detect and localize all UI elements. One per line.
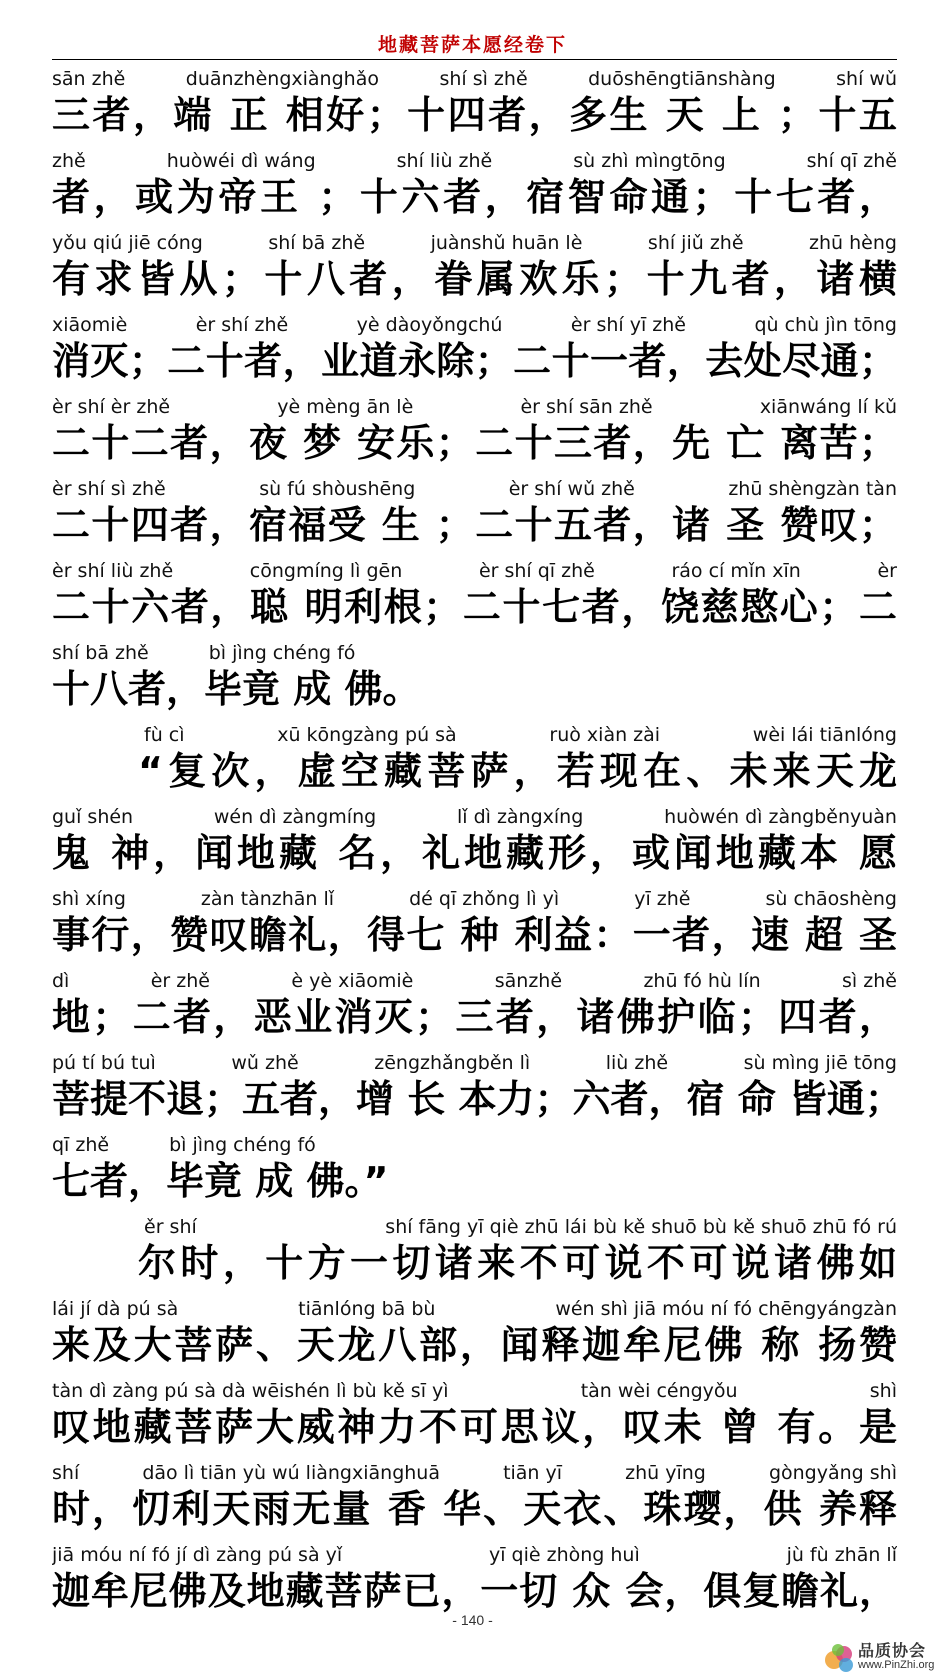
hanzi-row: 二十二者，夜 梦 安乐；二十三者，先 亡 离苦； (52, 421, 897, 465)
text-line (52, 474, 897, 556)
pinyin-segment: shí jiǔ zhě (647, 232, 744, 254)
pinyin-segment: sì zhě (842, 970, 897, 992)
watermark-url: www.PinZhi.org (858, 1659, 935, 1671)
text-line (52, 1458, 897, 1540)
pinyin-segment: shí fāng yī qiè zhū lái bù kě shuō bù kě shuō zhū fó rú (385, 1216, 897, 1238)
pinyin-segment: zhě (52, 150, 86, 172)
pinyin-segment: pú tí bú tuì (52, 1052, 156, 1074)
pinyin-segment: shì xíng (52, 888, 126, 910)
pinyin-segment: èr shí qī zhě (478, 560, 595, 582)
pinyin-segment: duānzhèngxiànghǎo (185, 68, 379, 90)
pinyin-segment: dì (52, 970, 70, 992)
text-line (52, 392, 897, 474)
page-number: - 140 - (452, 1612, 493, 1628)
pinyin-segment: gòngyǎng shì (768, 1462, 897, 1484)
pinyin-segment: shì (869, 1380, 897, 1402)
pinyin-segment: xiāomiè (52, 314, 128, 336)
pinyin-segment: yī qiè zhòng huì (488, 1544, 640, 1566)
pinyin-segment: è yè xiāomiè (291, 970, 414, 992)
pinyin-segment: tàn wèi céngyǒu (580, 1380, 738, 1402)
scripture-text-body (52, 64, 903, 1622)
pinyin-segment: qī zhě (52, 1134, 110, 1156)
pinyin-segment: èr shí zhě (195, 314, 289, 336)
text-line (52, 146, 897, 228)
pinyin-segment: wǔ zhě (231, 1052, 299, 1074)
pinyin-segment: èr shí èr zhě (52, 396, 171, 418)
pinyin-segment: tàn dì zàng pú sà dà wēishén lì bù kě sī yì (52, 1380, 449, 1402)
pinyin-segment: shí bā zhě (52, 642, 149, 664)
pinyin-segment: jù fù zhān lǐ (786, 1544, 897, 1566)
pinyin-segment: èr shí wǔ zhě (508, 478, 635, 500)
watermark-name: 品质协会 (858, 1641, 927, 1660)
pinyin-segment: zhū shèngzàn tàn (728, 478, 897, 500)
flower-logo-icon (822, 1640, 858, 1674)
pinyin-segment: guǐ shén (52, 806, 134, 828)
page-header-title: 地藏菩萨本愿经卷下 (377, 34, 567, 56)
text-line (52, 1130, 897, 1212)
pinyin-segment: yī zhě (634, 888, 691, 910)
pinyin-segment: sù mìng jiē tōng (743, 1052, 897, 1074)
pinyin-segment: sù chāoshèng (765, 888, 897, 910)
text-line (52, 556, 897, 638)
pinyin-segment: bì jìng chéng fó (208, 642, 356, 664)
pinyin-segment: shí wǔ (836, 68, 897, 90)
hanzi-row: “复次，虚空藏菩萨，若现在、未来天龙 (138, 749, 897, 793)
pinyin-segment: shí qī zhě (806, 150, 897, 172)
pinyin-segment: yè dàoyǒngchú (356, 314, 503, 336)
text-line (52, 638, 897, 720)
text-line (52, 720, 897, 802)
hanzi-row: 叹地藏菩萨大威神力不可思议，叹未 曾 有。是 (52, 1405, 897, 1449)
pinyin-segment: huòwéi dì wáng (166, 150, 316, 172)
watermark-logo (822, 1636, 940, 1676)
pinyin-segment: ráo cí mǐn xīn (671, 560, 801, 582)
pinyin-segment: shí liù zhě (396, 150, 493, 172)
hanzi-row: 菩提不退；五者，增 长 本力；六者，宿 命 皆通； (52, 1077, 903, 1121)
text-line (52, 802, 897, 884)
pinyin-segment: èr shí sān zhě (520, 396, 653, 418)
pinyin-segment: ěr shí (144, 1216, 197, 1238)
pinyin-segment: shí (52, 1462, 80, 1484)
pinyin-segment: shí bā zhě (268, 232, 366, 254)
pinyin-segment: huòwén dì zàngběnyuàn (664, 806, 897, 828)
text-line (52, 1294, 897, 1376)
pinyin-segment: jiā móu ní fó jí dì zàng pú sà yǐ (52, 1544, 343, 1566)
pinyin-segment: lái jí dà pú sà (52, 1298, 179, 1320)
text-line (52, 1212, 897, 1294)
hanzi-row: 二十四者，宿福受 生 ；二十五者，诸 圣 赞叹； (52, 503, 897, 547)
header-divider (52, 59, 897, 60)
pinyin-segment: zhū hèng (809, 232, 897, 254)
text-line (52, 1540, 897, 1622)
hanzi-row: 迦牟尼佛及地藏菩萨已，一切 众 会，俱复瞻礼， (52, 1569, 897, 1613)
pinyin-segment: shí sì zhě (439, 68, 528, 90)
pinyin-segment: sān zhě (52, 68, 126, 90)
pinyin-segment: cōngmíng lì gēn (249, 560, 403, 582)
pinyin-segment: ruò xiàn zài (549, 724, 661, 746)
pinyin-segment: yǒu qiú jiē cóng (52, 232, 203, 254)
pinyin-segment: xiānwáng lí kǔ (759, 396, 897, 418)
pinyin-segment: yè mèng ān lè (277, 396, 414, 418)
pinyin-segment: èr shí sì zhě (52, 478, 166, 500)
text-line (52, 1048, 903, 1130)
pinyin-segment: liù zhě (605, 1052, 669, 1074)
pinyin-segment: qù chù jìn tōng (754, 314, 897, 336)
pinyin-segment: sù zhì mìngtōng (573, 150, 726, 172)
hanzi-row: 鬼 神，闻地藏 名，礼地藏形，或闻地藏本 愿 (52, 831, 897, 875)
hanzi-row: 者，或为帝王 ；十六者，宿智命通；十七者， (52, 175, 897, 219)
hanzi-row: 十八者，毕竟 成 佛。 (52, 667, 421, 711)
hanzi-row: 时，忉利天雨无量 香 华、天衣、珠璎，供 养释 (52, 1487, 897, 1531)
text-line (52, 884, 897, 966)
pinyin-segment: zēngzhǎngběn lì (374, 1052, 531, 1074)
pinyin-segment: èr shí liù zhě (52, 560, 174, 582)
pinyin-segment: bì jìng chéng fó (169, 1134, 316, 1156)
pinyin-segment: sù fú shòushēng (259, 478, 416, 500)
hanzi-row: 来及大菩萨、天龙八部，闻释迦牟尼佛 称 扬赞 (52, 1323, 897, 1367)
pinyin-segment: wén shì jiā móu ní fó chēngyángzàn (555, 1298, 897, 1320)
hanzi-row: 事行，赞叹瞻礼，得七 种 利益：一者，速 超 圣 (52, 913, 897, 957)
pinyin-segment: lǐ dì zàngxíng (456, 806, 584, 828)
hanzi-row: 消灭；二十者，业道永除；二十一者，去处尽通； (52, 339, 897, 383)
pinyin-segment: wèi lái tiānlóng (752, 724, 897, 746)
hanzi-row: 七者，毕竟 成 佛。” (52, 1159, 389, 1203)
pinyin-segment: tiānlóng bā bù (298, 1298, 436, 1320)
pinyin-segment: èr shí yī zhě (570, 314, 686, 336)
pinyin-segment: duōshēngtiānshàng (588, 68, 776, 90)
pinyin-segment: zàn tànzhān lǐ (200, 888, 335, 910)
text-line (52, 228, 897, 310)
pinyin-segment: èr zhě (150, 970, 210, 992)
pinyin-segment: dé qī zhǒng lì yì (409, 888, 560, 910)
pinyin-segment: zhū fó hù lín (643, 970, 761, 992)
hanzi-row: 有求皆从；十八者，眷属欢乐；十九者，诸横 (52, 257, 897, 301)
pinyin-segment: zhū yīng (625, 1462, 706, 1484)
pinyin-segment: juànshǔ huān lè (430, 232, 583, 254)
text-line (52, 310, 897, 392)
hanzi-row: 地；二者，恶业消灭；三者，诸佛护临；四者， (52, 995, 897, 1039)
pinyin-segment: tiān yī (503, 1462, 563, 1484)
pinyin-segment: dāo lì tiān yù wú liàngxiānghuā (142, 1462, 440, 1484)
pinyin-segment: fù cì (144, 724, 185, 746)
text-line (52, 966, 897, 1048)
hanzi-row: 三者，端 正 相好；十四者，多生 天 上 ；十五 (52, 93, 897, 137)
pinyin-segment: xū kōngzàng pú sà (277, 724, 457, 746)
hanzi-row: 尔时，十方一切诸来不可说不可说诸佛如 (138, 1241, 897, 1285)
pinyin-segment: sānzhě (494, 970, 563, 992)
text-line (52, 64, 897, 146)
hanzi-row: 二十六者，聪 明利根；二十七者，饶慈愍心；二 (52, 585, 897, 629)
pinyin-segment: wén dì zàngmíng (213, 806, 377, 828)
pinyin-segment: èr (877, 560, 897, 582)
text-line (52, 1376, 897, 1458)
